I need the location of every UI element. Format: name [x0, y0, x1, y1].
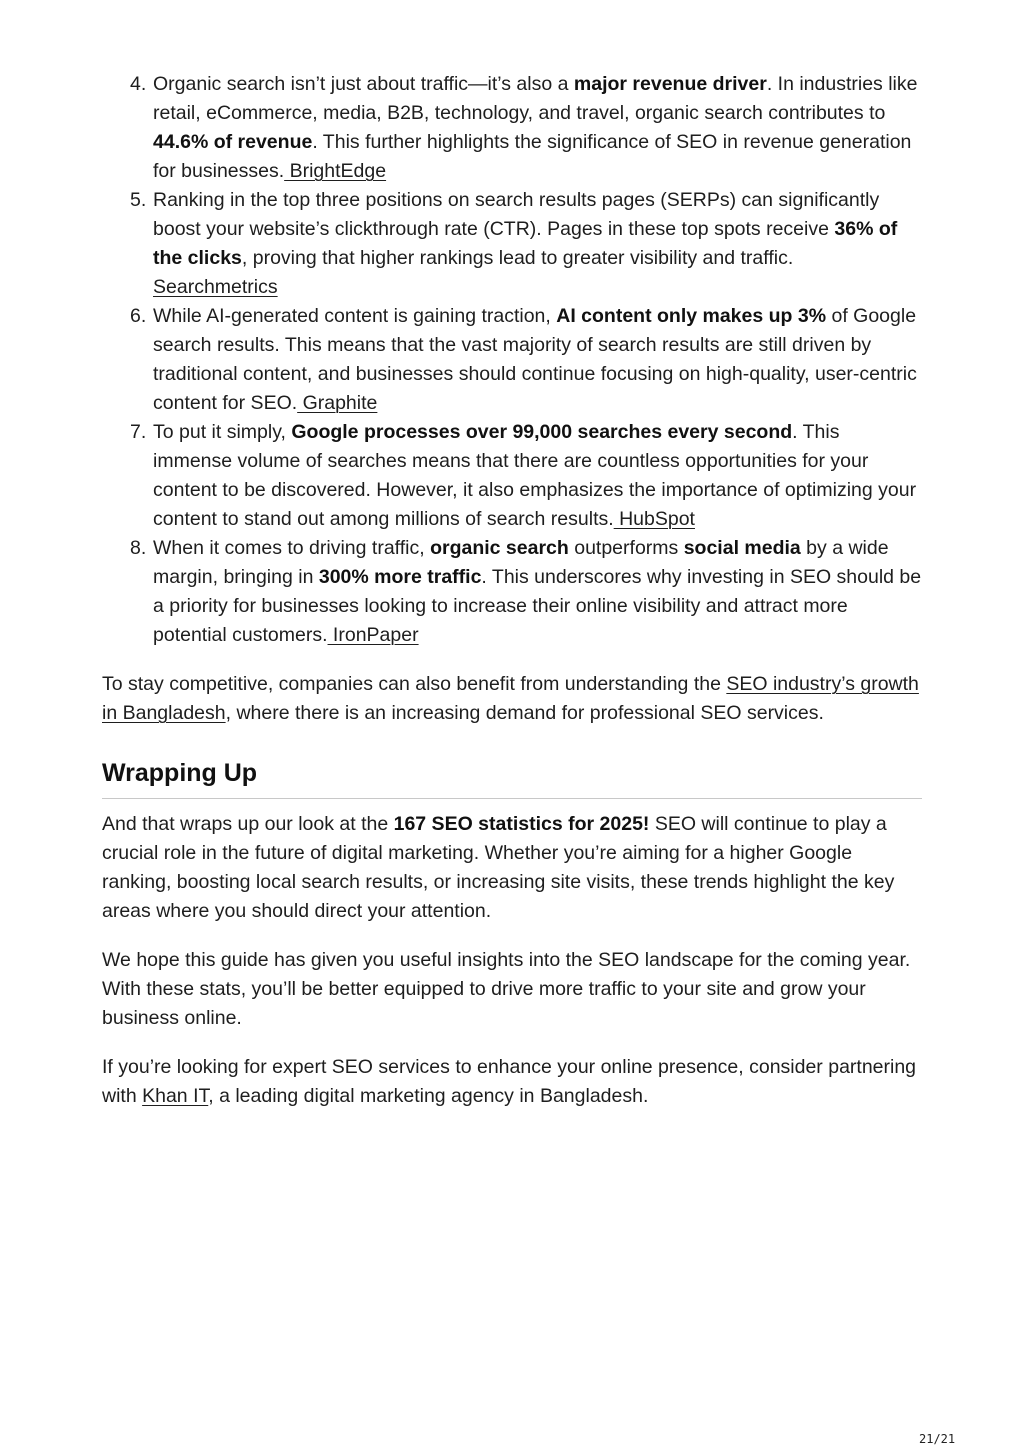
- article-body: [102, 70, 922, 1111]
- source-link-ironpaper[interactable]: IronPaper: [327, 624, 419, 646]
- list-item-8: [102, 534, 922, 650]
- list-number: 6.: [130, 305, 147, 327]
- item-bold: 44.6% of revenue: [153, 131, 313, 153]
- item-text: of Google search results. This means that the vast majority of search results are still driven by traditional content, and businesses should continue focusing on high-quality, user-centric content for SEO.: [153, 305, 917, 414]
- paragraph-guide-hope: We hope this guide has given you useful insights into the SEO landscape for the coming year. With these stats, you’ll be better equipped to drive more traffic to your site and grow your business online.: [102, 949, 911, 1029]
- paragraph-text: , where there is an increasing demand for professional SEO services.: [225, 702, 824, 724]
- paragraph-bangladesh-growth: [102, 670, 922, 728]
- khan-it-link[interactable]: Khan IT: [142, 1085, 209, 1107]
- item-text: by a wide margin, bringing in: [153, 537, 889, 588]
- section-heading: Wrapping Up: [102, 756, 922, 799]
- item-bold: Google processes over 99,000 searches every second: [291, 421, 793, 443]
- page-number: 21/21: [919, 1432, 956, 1446]
- source-link-graphite[interactable]: Graphite: [297, 392, 378, 414]
- paragraph-text: And that wraps up our look at the: [102, 813, 394, 835]
- list-item-6: [102, 302, 922, 418]
- paragraph-text: To stay competitive, companies can also benefit from understanding the: [102, 673, 727, 695]
- item-bold: social media: [683, 537, 801, 559]
- item-text: When it comes to driving traffic,: [153, 537, 431, 559]
- statistics-list: [102, 70, 922, 650]
- source-link-hubspot[interactable]: HubSpot: [613, 508, 695, 530]
- list-item-7: [102, 418, 922, 534]
- source-link-brightedge[interactable]: BrightEdge: [284, 160, 387, 182]
- list-item-5: [102, 186, 922, 302]
- item-text: To put it simply,: [153, 421, 292, 443]
- paragraph-partner: [102, 1053, 922, 1111]
- list-number: 8.: [130, 537, 147, 559]
- paragraph-text: SEO will continue to play a crucial role in the future of digital marketing. Whether you’re aiming for a higher Google ranking, boosting local search results, or increasing site visits, these trends highlight the key areas where you should direct your attention.: [102, 813, 895, 922]
- paragraph-text: , a leading digital marketing agency in Bangladesh.: [208, 1085, 649, 1107]
- item-text: . This immense volume of searches means that there are countless opportunities for your content to be discovered. However, it also emphasizes the importance of optimizing your content to stand out among millions of search results.: [153, 421, 917, 530]
- item-text: While AI-generated content is gaining traction,: [153, 305, 557, 327]
- source-link-searchmetrics[interactable]: Searchmetrics: [153, 276, 278, 298]
- paragraph-text: If you’re looking for expert SEO services to enhance your online presence, consider partnering with: [102, 1056, 917, 1107]
- item-bold: AI content only makes up 3%: [556, 305, 827, 327]
- list-number: 5.: [130, 189, 147, 211]
- item-text: outperforms: [568, 537, 684, 559]
- item-bold: major revenue driver: [573, 73, 767, 95]
- list-number: 7.: [130, 421, 147, 443]
- item-text: . In industries like retail, eCommerce, media, B2B, technology, and travel, organic search contributes to: [153, 73, 918, 124]
- item-text: . This further highlights the significance of SEO in revenue generation for businesses.: [153, 131, 912, 182]
- item-text: Organic search isn’t just about traffic—it’s also a: [153, 73, 574, 95]
- item-text: , proving that higher rankings lead to greater visibility and traffic.: [241, 247, 794, 269]
- item-bold: 36% of the clicks: [153, 218, 898, 269]
- list-number: 4.: [130, 73, 147, 95]
- seo-industry-growth-link[interactable]: SEO industry’s growth in Bangladesh: [102, 673, 919, 724]
- paragraph-bold: 167 SEO statistics for 2025!: [393, 813, 650, 835]
- item-bold: organic search: [430, 537, 569, 559]
- item-bold: 300% more traffic: [318, 566, 482, 588]
- item-text: . This underscores why investing in SEO should be a priority for businesses looking to increase their online visibility and attract more potential customers.: [153, 566, 922, 646]
- list-item-4: [102, 70, 922, 186]
- paragraph-wrap-up: [102, 810, 922, 926]
- item-text: Ranking in the top three positions on search results pages (SERPs) can significantly boost your website’s clickthrough rate (CTR). Pages in these top spots receive: [153, 189, 880, 240]
